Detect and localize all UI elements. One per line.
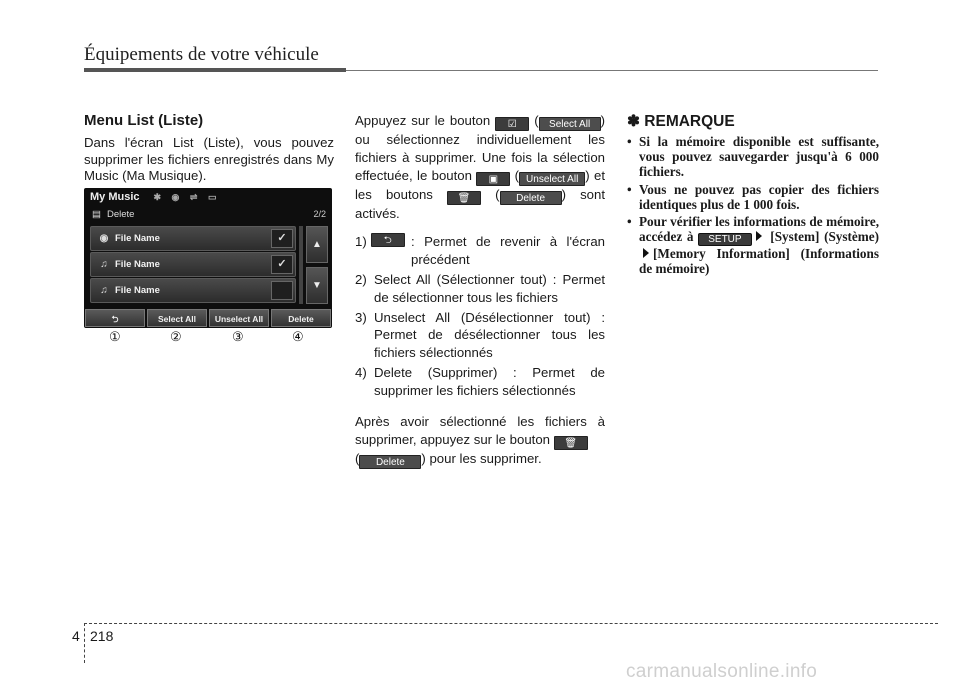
list-item-unselect-all — [355, 309, 605, 361]
my-music-delete-screen — [84, 188, 332, 328]
text: ( — [514, 167, 520, 183]
text: ( — [534, 113, 539, 128]
header-rule-thick — [84, 68, 346, 72]
text: [System] (Système) — [770, 229, 880, 245]
screen-subtitle-bar — [84, 206, 332, 222]
delete-key: Delete — [359, 455, 421, 469]
callout-2: ② — [170, 329, 182, 344]
checkbox[interactable] — [271, 281, 293, 300]
text: ) sont activés. — [355, 186, 605, 221]
scroll-arrows — [306, 226, 328, 308]
paragraph-delete — [355, 413, 605, 469]
select-all-button[interactable]: Select All — [147, 309, 207, 327]
text: ) et les boutons — [355, 167, 606, 202]
scrollbar[interactable] — [299, 226, 303, 304]
chapter-number: 4 — [72, 628, 80, 644]
text: [Memory Information] (Informations de mémoire) — [639, 246, 879, 277]
page-header-title: Équipements de votre véhicule — [84, 44, 319, 65]
text: Après avoir sélectionné les fichiers à supprimer, appuyez sur le bouton — [355, 414, 605, 447]
delete-key: Delete — [500, 191, 562, 205]
list-item[interactable] — [90, 226, 296, 251]
disc-icon: ◉ — [99, 233, 109, 244]
music-note-icon: ♫ — [100, 285, 108, 296]
delete-button[interactable]: Delete — [271, 309, 331, 327]
file-list — [90, 226, 296, 304]
scroll-down-button[interactable]: ▼ — [306, 267, 328, 304]
list-item[interactable] — [90, 252, 296, 277]
remarque-item — [627, 214, 879, 277]
setup-key: SETUP — [698, 233, 751, 246]
item-text: Select All (Sélectionner tout) : Permet de sélectionner tous les fichiers — [374, 272, 605, 305]
watermark: carmanualsonline.info — [626, 661, 818, 682]
status-icons: ✱ ◉ ⇌ ▭ — [153, 191, 221, 202]
item-text: : Permet de revenir à l'écran précédent — [411, 234, 605, 267]
column-remarque — [627, 112, 879, 279]
screen-button-bar — [84, 308, 332, 328]
unselect-key-icon: ▣ — [476, 172, 510, 186]
unselect-all-button[interactable]: Unselect All — [209, 309, 269, 327]
item-number: 1) — [355, 234, 367, 250]
column-menu-list — [84, 112, 334, 185]
remarque-item: • Vous ne pouvez pas copier des fichiers identiques plus de 1 000 fois. — [627, 182, 879, 212]
item-number: 2) — [355, 272, 367, 288]
list-item-select-all — [355, 271, 605, 306]
select-all-key: Select All — [539, 117, 601, 131]
screen-subtitle: Delete — [106, 208, 135, 220]
remarque-list — [627, 134, 879, 277]
text: ( — [495, 186, 500, 202]
screen-title: My Music — [90, 191, 140, 203]
arrow-right-icon — [643, 248, 649, 258]
page-indicator: 2/2 — [313, 209, 326, 219]
screen-title-bar — [84, 188, 332, 206]
section-body: Dans l'écran List (Liste), vous pouvez supprimer les fichiers enregistrés dans My Music (Ma Musique). — [84, 135, 334, 184]
callout-3: ③ — [232, 329, 244, 344]
remarque-item: • Si la mémoire disponible est suffisante, vous pouvez sauvegarder jusqu'à 6 000 fichiers. — [627, 134, 879, 180]
trash-key-icon: 🗑 — [447, 191, 481, 205]
list-item-back — [355, 233, 605, 268]
page-number: 218 — [90, 628, 114, 644]
item-number: 3) — [355, 310, 367, 326]
file-name: File Name — [115, 285, 160, 296]
music-note-icon: ♫ — [100, 259, 108, 270]
file-name: File Name — [115, 233, 160, 244]
back-button[interactable]: ⮌ — [85, 309, 145, 327]
text: ( — [355, 450, 360, 466]
callout-1: ① — [109, 329, 121, 344]
list-icon: ▤ — [92, 208, 101, 220]
paragraph-selection — [355, 112, 605, 222]
checkbox[interactable]: ✓ — [271, 229, 293, 248]
text: ) pour les supprimer. — [421, 450, 542, 466]
item-text: Delete (Supprimer) : Permet de supprimer les fichiers sélectionnés — [374, 365, 605, 398]
arrow-right-icon — [756, 231, 762, 241]
footer-rule — [84, 623, 938, 624]
back-key-icon: ⮌ — [371, 233, 405, 247]
item-text: Unselect All (Désélectionner tout) : Permet de désélectionner tous les fichiers sélectionnés — [374, 310, 605, 360]
header-rule-thin — [346, 70, 878, 71]
section-title: Menu List (Liste) — [84, 112, 204, 129]
checkbox[interactable]: ✓ — [271, 255, 293, 274]
callout-4: ④ — [292, 329, 304, 344]
screen-callouts — [84, 329, 332, 343]
trash-key-icon: 🗑 — [554, 436, 588, 450]
text: ) ou sélectionnez individuellement les fichiers à supprimer. Une fois la sélection effectuée, le bouton — [355, 113, 606, 183]
footer-divider — [84, 623, 85, 663]
scroll-up-button[interactable]: ▲ — [306, 226, 328, 263]
column-instructions — [355, 112, 605, 469]
text: Appuyez sur le bouton — [355, 113, 491, 128]
list-item[interactable] — [90, 278, 296, 303]
unselect-all-key: Unselect All — [519, 172, 585, 186]
remarque-title: ✽ REMARQUE — [627, 113, 735, 130]
list-item-delete — [355, 364, 605, 399]
file-name: File Name — [115, 259, 160, 270]
text: Pour vérifier les informations de mémoire, accédez à — [639, 214, 879, 245]
item-number: 4) — [355, 365, 367, 381]
checkbox-key-icon: ☑ — [495, 117, 529, 131]
